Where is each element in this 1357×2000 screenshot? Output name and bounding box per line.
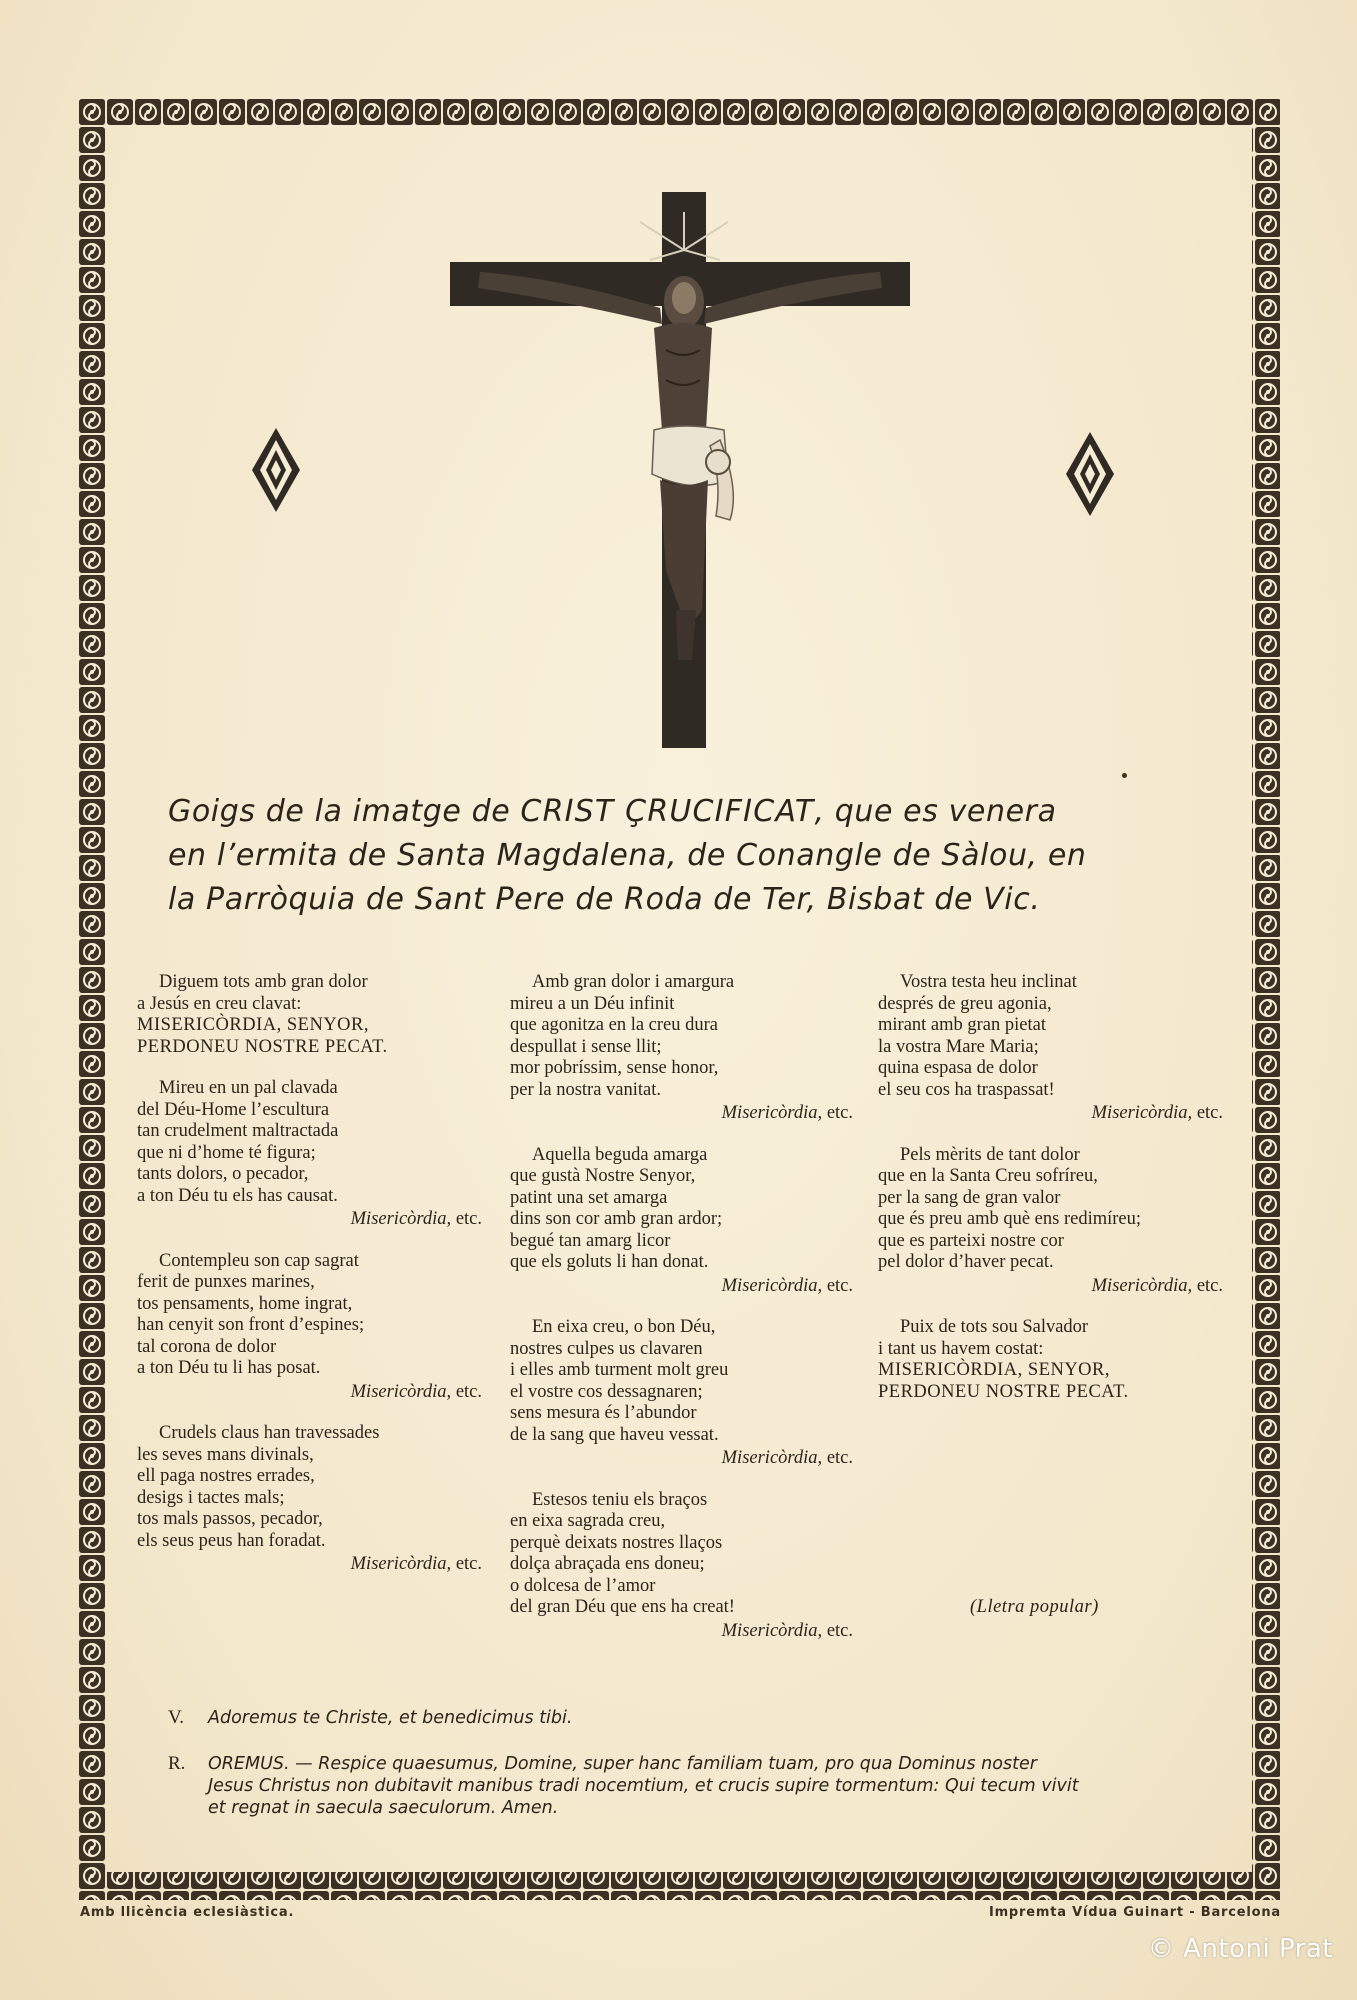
verse-line: del gran Déu que ens ha creat! [510,1597,735,1617]
verse-column-1 [137,972,482,1596]
refrain-marker [137,1554,482,1576]
stanza [878,972,1223,1125]
goigs-title [168,790,1198,922]
verse-line: patint una set amarga [510,1187,668,1208]
verse-line: Pels mèrits de tant dolor [900,1144,1080,1165]
verse-line: En eixa creu, o bon Déu, [532,1317,716,1337]
verse-line: del Déu-Home l’escultura [137,1099,330,1120]
verse-line: que es parteixi nostre cor [878,1230,1064,1251]
verse-line: Estesos teniu els braços [532,1489,708,1510]
stanza [510,972,855,1125]
title-line-1-emphasis: CRIST ÇRUCIFICAT [520,794,815,829]
verse-line: que agonitza en la creu dura [510,1015,719,1035]
verse-line: tants dolors, o pecador, [137,1164,309,1184]
verse-line: el vostre cos dessagnaren; [510,1381,703,1402]
verse-line: tan crudelment maltractada [137,1121,339,1141]
stanza [878,1317,1223,1403]
refrain-etc: etc. [826,1275,853,1296]
refrain-etc: etc. [1196,1275,1223,1296]
verse-line: perquè deixats nostres llaços [510,1532,723,1553]
verse-line: desigs i tactes mals; [137,1487,285,1508]
response [168,1753,1198,1819]
verse-line: nostres culpes us clavaren [510,1338,703,1359]
verse-line: pel dolor d’haver pecat. [878,1252,1054,1272]
verse-line: per la sang de gran valor [878,1187,1061,1208]
refrain-etc: etc. [826,1620,853,1641]
verse-line: que gustà Nostre Senyor, [510,1166,696,1186]
response-line-3: et regnat in saecula saeculorum. Amen. [208,1798,559,1818]
response-line-2: Jesus Christus non dubitavit manibus tradi nocemtium, et crucis supire tormentum: Qui tecum vivit [208,1776,1079,1796]
verse-line: mor pobríssim, sense honor, [510,1058,719,1078]
verse-line: han cenyit son front d’espines; [137,1315,365,1335]
verse-line: les seves mans divinals, [137,1444,314,1465]
stanza [878,1145,1223,1298]
verse-line: a ton Déu tu els has causat. [137,1185,338,1206]
verse-line: mirant amb gran pietat [878,1015,1046,1035]
refrain-etc: etc. [826,1448,853,1468]
verse-line: Contempleu son cap sagrat [159,1250,359,1271]
refrain-marker [878,1103,1223,1125]
refrain-marker [510,1621,853,1643]
crucifix-illustration [440,190,920,750]
verse-line: a Jesús en creu clavat: [137,993,302,1014]
stanza [137,1078,482,1231]
verse-line: dolça abraçada ens doneu; [510,1554,705,1574]
response-label: R. [168,1753,186,1774]
versicle-label: V. [168,1707,185,1728]
verse-line: els seus peus han foradat. [137,1530,326,1551]
verse-column-3 [878,972,1223,1423]
refrain-label: Misericòrdia, [350,1209,452,1229]
verse-line: ell paga nostres errades, [137,1466,315,1486]
verse-line: o dolcesa de l’amor [510,1575,656,1596]
verse-line: Amb gran dolor i amargura [532,972,735,992]
refrain-etc: etc. [455,1381,482,1402]
verse-line: a ton Déu tu li has posat. [137,1358,321,1378]
refrain-etc: etc. [1196,1103,1223,1123]
verse-line: sens mesura és l’abundor [510,1403,697,1423]
verse-line: Aquella beguda amarga [532,1144,708,1165]
verse-line: dins son cor amb gran ardor; [510,1209,723,1229]
verse-column-2 [510,972,855,1662]
verse-line: Diguem tots amb gran dolor [159,972,368,992]
lyrics-attribution: (Lletra popular) [970,1597,1099,1617]
verse-line: begué tan amarg licor [510,1230,671,1251]
verse-line: de la sang que haveu vessat. [510,1424,719,1445]
verse-line: ferit de punxes marines, [137,1272,315,1292]
verse-line: tal corona de dolor [137,1336,277,1357]
verse-line: tos pensaments, home ingrat, [137,1293,353,1314]
refrain-label: Misericòrdia, [721,1275,823,1296]
verse-line: i tant us havem costat: [878,1338,1044,1359]
refrain-marker [137,1209,482,1231]
verse-line: Crudels claus han travessades [159,1423,380,1443]
refrain-marker [510,1276,853,1298]
refrain-marker [137,1382,482,1404]
stanza [137,1423,482,1576]
verse-line: quina espasa de dolor [878,1058,1038,1078]
verse-line: que és preu amb què ens redimíreu; [878,1209,1142,1229]
refrain-etc: etc. [826,1103,853,1123]
stanza [510,1145,855,1298]
verse-line: després de greu agonia, [878,993,1052,1014]
verse-line: tos mals passos, pecador, [137,1509,323,1529]
ink-speck [1122,773,1127,778]
verse-line: PERDONEU NOSTRE PECAT. [137,1036,388,1057]
verse-line: per la nostra vanitat. [510,1079,662,1100]
title-line-1-a: Goigs de la imatge de [168,794,521,829]
versicle [168,1707,1198,1729]
verse-line: el seu cos ha traspassat! [878,1079,1055,1100]
refrain-label: Misericòrdia, [721,1448,823,1468]
verse-line: Mireu en un pal clavada [159,1078,338,1098]
verse-line: MISERICÒRDIA, SENYOR, [137,1015,370,1035]
verse-line: la vostra Mare Maria; [878,1036,1039,1057]
stanza [510,1490,855,1643]
stanza [510,1317,855,1470]
verse-line: mireu a un Déu infinit [510,993,675,1014]
printer-imprint: Impremta Vídua Guinart - Barcelona [988,1905,1281,1920]
refrain-label: Misericòrdia, [721,1620,823,1641]
title-line-1 [168,790,1198,834]
verse-line: despullat i sense llit; [510,1036,662,1057]
diamond-ornament-left [252,428,300,512]
verse-line: Vostra testa heu inclinat [900,972,1077,992]
title-line-1-c: , que es venera [814,794,1057,829]
refrain-label: Misericòrdia, [1091,1275,1193,1296]
verse-line: que ni d’home té figura; [137,1142,316,1163]
ecclesiastical-license: Amb llicència eclesiàstica. [80,1905,295,1920]
versicle-text: Adoremus te Christe, et benedicimus tibi. [208,1708,573,1728]
stanza [137,972,482,1058]
refrain-etc: etc. [455,1554,482,1574]
title-line-2: en l’ermita de Santa Magdalena, de Conangle de Sàlou, en [168,838,1087,873]
verse-line: i elles amb turment molt greu [510,1360,729,1380]
refrain-label: Misericòrdia, [350,1381,452,1402]
diamond-ornament-right [1066,432,1114,516]
response-line-1: OREMUS. — Respice quaesumus, Domine, super hanc familiam tuam, pro qua Dominus noster [208,1754,1037,1774]
verse-line: en eixa sagrada creu, [510,1511,666,1531]
refrain-label: Misericòrdia, [350,1554,452,1574]
refrain-etc: etc. [455,1209,482,1229]
refrain-marker [510,1448,853,1470]
verse-line: MISERICÒRDIA, SENYOR, [878,1360,1111,1380]
verse-line: Puix de tots sou Salvador [900,1317,1089,1337]
stanza [137,1251,482,1404]
refrain-marker [878,1276,1223,1298]
verse-line: que en la Santa Creu sofríreu, [878,1166,1098,1186]
refrain-label: Misericòrdia, [1091,1103,1193,1123]
refrain-marker [510,1103,853,1125]
verse-line: que els goluts li han donat. [510,1252,709,1272]
copyright-watermark: © Antoni Prat [1147,1934,1333,1964]
verse-line: PERDONEU NOSTRE PECAT. [878,1381,1129,1402]
refrain-label: Misericòrdia, [721,1103,823,1123]
title-line-3: la Parròquia de Sant Pere de Roda de Ter, Bisbat de Vic. [168,882,1041,917]
